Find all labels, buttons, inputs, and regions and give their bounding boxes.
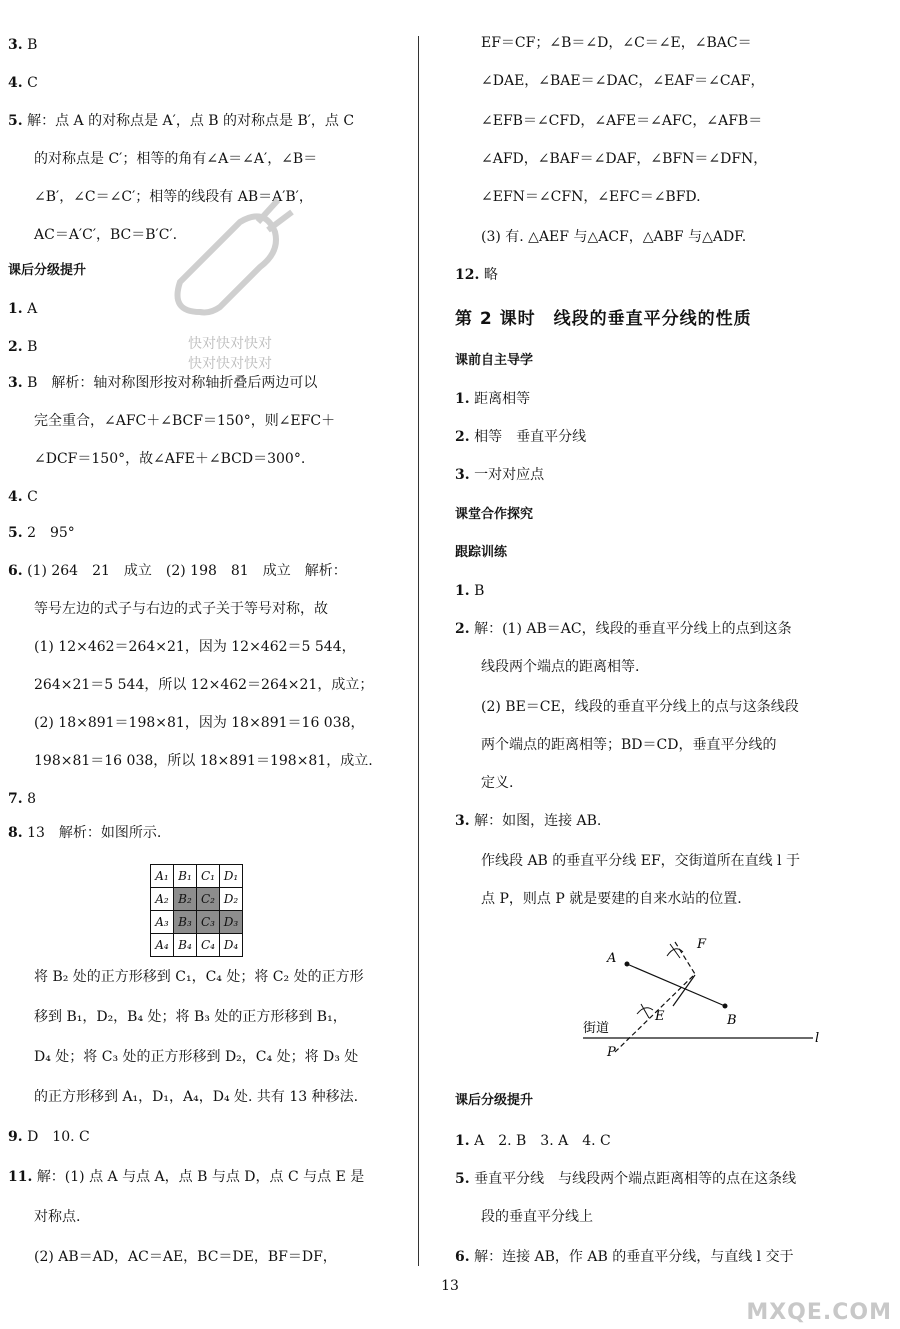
item-number: 6.: [455, 1249, 470, 1265]
section-heading: 课前自主导学: [455, 353, 534, 368]
item-text: B: [27, 339, 38, 355]
item-number: 11.: [8, 1169, 33, 1185]
item-text: ∠EFN＝∠CFN，∠EFC＝∠BFD.: [481, 189, 701, 205]
item-text: 定义.: [481, 775, 514, 791]
text-line: [8, 224, 177, 246]
text-line: [8, 522, 75, 544]
grid-cell: A₂: [151, 888, 174, 911]
text-line: [455, 388, 530, 410]
item-number: 7.: [8, 791, 23, 807]
item-text: ∠DCF＝150°，故∠AFE＋∠BCD＝300°.: [34, 451, 306, 467]
column-divider: [418, 36, 419, 1266]
section-heading: 课后分级提升: [455, 1093, 534, 1108]
item-text: 264×21＝5 544，所以 12×462＝264×21，成立；: [34, 677, 374, 693]
item-text: 将 B₂ 处的正方形移到 C₁，C₄ 处；将 C₂ 处的正方形: [34, 969, 364, 985]
text-line: [8, 598, 328, 620]
item-text: 点 P，则点 P 就是要建的自来水站的位置.: [481, 891, 742, 907]
text-line: [455, 734, 776, 756]
section-heading: 课后分级提升: [8, 263, 87, 278]
carrot-watermark: [160, 192, 300, 332]
item-number: 3.: [8, 375, 23, 391]
text-line: [455, 696, 799, 718]
item-text: (3) 有. △AEF 与△ACF，△ABF 与△ADF.: [481, 229, 747, 245]
item-number: 5.: [455, 1171, 470, 1187]
grid-cell: D₄: [220, 934, 243, 957]
grid-cell: A₄: [151, 934, 174, 957]
text-line: [8, 148, 317, 170]
grid-cell: A₃: [151, 911, 174, 934]
label-a: A: [607, 951, 617, 966]
item-text: 解：(1) 点 A 与点 A，点 B 与点 D，点 C 与点 E 是: [36, 1169, 365, 1185]
item-number: 3.: [455, 813, 470, 829]
grid-cell: C₃: [197, 911, 220, 934]
item-text: A: [27, 301, 38, 317]
text-line: [455, 70, 764, 92]
grid-cell: B₂: [174, 888, 197, 911]
item-text: 垂直平分线 与线段两个端点距离相等的点在这条线: [474, 1171, 797, 1187]
item-text: (2) AB＝AD，AC＝AE，BC＝DE，BF＝DF，: [34, 1249, 337, 1265]
text-line: [455, 656, 639, 678]
item-text: 解：如图，连接 AB.: [474, 813, 602, 829]
item-text: 距离相等: [474, 391, 531, 407]
item-text: 线段两个端点的距离相等.: [481, 659, 640, 675]
watermark-text: 快对快对快对 快对快对快对: [188, 336, 272, 372]
item-text: (2) BE＝CE，线段的垂直平分线上的点与这条线段: [481, 699, 799, 715]
item-text: 完全重合，∠AFC＋∠BCF＝150°，则∠EFC＋: [34, 413, 336, 429]
item-text: C: [27, 75, 38, 91]
item-text: 的对称点是 C′；相等的角有∠A＝∠A′，∠B＝: [34, 151, 318, 167]
text-line: [8, 1246, 337, 1268]
text-line: [8, 448, 305, 470]
text-line: [8, 636, 356, 658]
text-line: [455, 226, 746, 248]
grid-cell: B₃: [174, 911, 197, 934]
item-number: 9.: [8, 1129, 23, 1145]
text-line: [8, 1086, 358, 1108]
item-number: 5.: [8, 113, 23, 129]
label-street: 街道: [583, 1021, 610, 1036]
item-text: B 解析：轴对称图形按对称轴折叠后两边可以: [27, 375, 318, 391]
square-grid-figure: [150, 864, 243, 957]
text-line: [8, 1126, 90, 1148]
section-heading: 跟踪训练: [455, 545, 508, 560]
grid-cell: C₂: [197, 888, 220, 911]
item-number: 4.: [8, 489, 23, 505]
text-line: [455, 110, 762, 132]
lesson-title: 第 2 课时 线段的垂直平分线的性质: [455, 309, 752, 329]
text-line: [455, 850, 800, 872]
item-number: 12.: [455, 267, 480, 283]
item-number: 8.: [8, 825, 23, 841]
grid-cell: D₂: [220, 888, 243, 911]
item-text: 两个端点的距离相等；BD＝CD，垂直平分线的: [481, 737, 777, 753]
item-text: B: [27, 37, 38, 53]
grid-cell: D₃: [220, 911, 243, 934]
point-b: [723, 1004, 728, 1009]
section-heading: 课堂合作探究: [455, 507, 534, 522]
item-text: AC＝A′C′，BC＝B′C′.: [34, 227, 178, 243]
text-line: [455, 1246, 794, 1268]
text-line: [455, 264, 498, 286]
text-line: [455, 772, 513, 794]
text-line: [8, 1206, 80, 1228]
item-text: 作线段 AB 的垂直平分线 EF，交街道所在直线 l 于: [481, 853, 801, 869]
text-line: [8, 560, 347, 582]
item-text: B: [474, 583, 485, 599]
item-number: 4.: [8, 75, 23, 91]
item-text: D₄ 处；将 C₃ 处的正方形移到 D₂，C₄ 处；将 D₃ 处: [34, 1049, 359, 1065]
grid-cell: C₄: [197, 934, 220, 957]
text-line: [8, 298, 37, 320]
text-line: [8, 1166, 364, 1188]
text-line: [8, 336, 37, 358]
bisector-line-ef: [673, 975, 695, 1006]
item-text: 13 解析：如图所示.: [27, 825, 162, 841]
grid-cell: A₁: [151, 865, 174, 888]
item-text: 相等 垂直平分线: [474, 429, 587, 445]
text-line: [8, 34, 37, 56]
text-line: [8, 110, 354, 132]
item-text: A 2. B 3. A 4. C: [474, 1133, 611, 1149]
text-line: [8, 966, 364, 988]
grid-cell: B₁: [174, 865, 197, 888]
item-number: 1.: [455, 391, 470, 407]
item-text: 8: [27, 791, 36, 807]
item-text: C: [27, 489, 38, 505]
item-number: 1.: [455, 583, 470, 599]
text-line: [8, 822, 161, 844]
label-l: l: [815, 1031, 820, 1046]
text-line: [8, 674, 373, 696]
item-number: 3.: [8, 37, 23, 53]
text-line: [455, 464, 544, 486]
text-line: [8, 750, 373, 772]
text-line: [455, 148, 767, 170]
item-text: EF＝CF；∠B＝∠D，∠C＝∠E，∠BAC＝: [481, 35, 752, 51]
segment-ab: [627, 964, 725, 1006]
item-text: ∠AFD，∠BAF＝∠DAF，∠BFN＝∠DFN，: [481, 151, 768, 167]
item-number: 1.: [8, 301, 23, 317]
item-text: 的正方形移到 A₁，D₁，A₄，D₄ 处. 共有 13 种移法.: [34, 1089, 359, 1105]
item-text: 解：点 A 的对称点是 A′，点 B 的对称点是 B′，点 C: [27, 113, 355, 129]
item-text: 解：(1) AB＝AC，线段的垂直平分线上的点到这条: [474, 621, 792, 637]
item-text: ∠B′，∠C＝∠C′；相等的线段有 AB＝A′B′，: [34, 189, 313, 205]
item-number: 2.: [8, 339, 23, 355]
text-line: [8, 712, 365, 734]
text-line: [8, 410, 335, 432]
text-line: [455, 1130, 611, 1152]
page-number: 13: [441, 1278, 459, 1294]
text-line: [455, 32, 752, 54]
item-text: 198×81＝16 038，所以 18×891＝198×81，成立.: [34, 753, 373, 769]
point-a: [625, 962, 630, 967]
item-text: (2) 18×891＝198×81，因为 18×891＝16 038，: [34, 715, 365, 731]
item-text: 2 95°: [27, 525, 75, 541]
grid-cell: D₁: [220, 865, 243, 888]
text-line: [455, 186, 701, 208]
item-text: 对称点.: [34, 1209, 81, 1225]
label-p: P: [607, 1045, 616, 1060]
item-text: 等号左边的式子与右边的式子关于等号对称，故: [34, 601, 328, 617]
text-line: [8, 72, 38, 94]
item-number: 3.: [455, 467, 470, 483]
text-line: [8, 486, 38, 508]
item-text: (1) 264 21 成立 (2) 198 81 成立 解析：: [27, 563, 347, 579]
item-text: ∠EFB＝∠CFD，∠AFE＝∠AFC，∠AFB＝: [481, 113, 763, 129]
item-text: 略: [483, 267, 498, 283]
grid-cell: B₄: [174, 934, 197, 957]
item-text: ∠DAE，∠BAE＝∠DAC，∠EAF＝∠CAF，: [481, 73, 765, 89]
item-number: 2.: [455, 429, 470, 445]
item-text: 一对对应点: [474, 467, 545, 483]
text-line: [455, 888, 742, 910]
perpendicular-bisector-figure: [575, 934, 835, 1064]
corner-watermark: MXQE.COM: [746, 1300, 892, 1325]
text-line: [455, 618, 792, 640]
text-line: [8, 788, 36, 810]
text-line: [8, 1046, 358, 1068]
text-line: [455, 810, 601, 832]
arc-mark-bottom: [637, 1004, 653, 1018]
grid-cell: C₁: [197, 865, 220, 888]
text-line: [455, 1168, 796, 1190]
item-number: 2.: [455, 621, 470, 637]
item-text: 解：连接 AB，作 AB 的垂直平分线，与直线 l 交于: [474, 1249, 794, 1265]
label-f: F: [697, 937, 707, 952]
item-text: 段的垂直平分线上: [481, 1209, 593, 1225]
item-text: 移到 B₁，D₂，B₄ 处；将 B₃ 处的正方形移到 B₁，: [34, 1009, 347, 1025]
text-line: [455, 426, 586, 448]
text-line: [8, 1006, 347, 1028]
text-line: [8, 372, 317, 394]
label-b: B: [727, 1013, 737, 1028]
item-number: 1.: [455, 1133, 470, 1149]
item-text: D 10. C: [27, 1129, 90, 1145]
label-e: E: [655, 1009, 665, 1024]
item-text: (1) 12×462＝264×21，因为 12×462＝5 544，: [34, 639, 356, 655]
item-number: 6.: [8, 563, 23, 579]
item-number: 5.: [8, 525, 23, 541]
text-line: [455, 1206, 593, 1228]
text-line: [455, 580, 484, 602]
